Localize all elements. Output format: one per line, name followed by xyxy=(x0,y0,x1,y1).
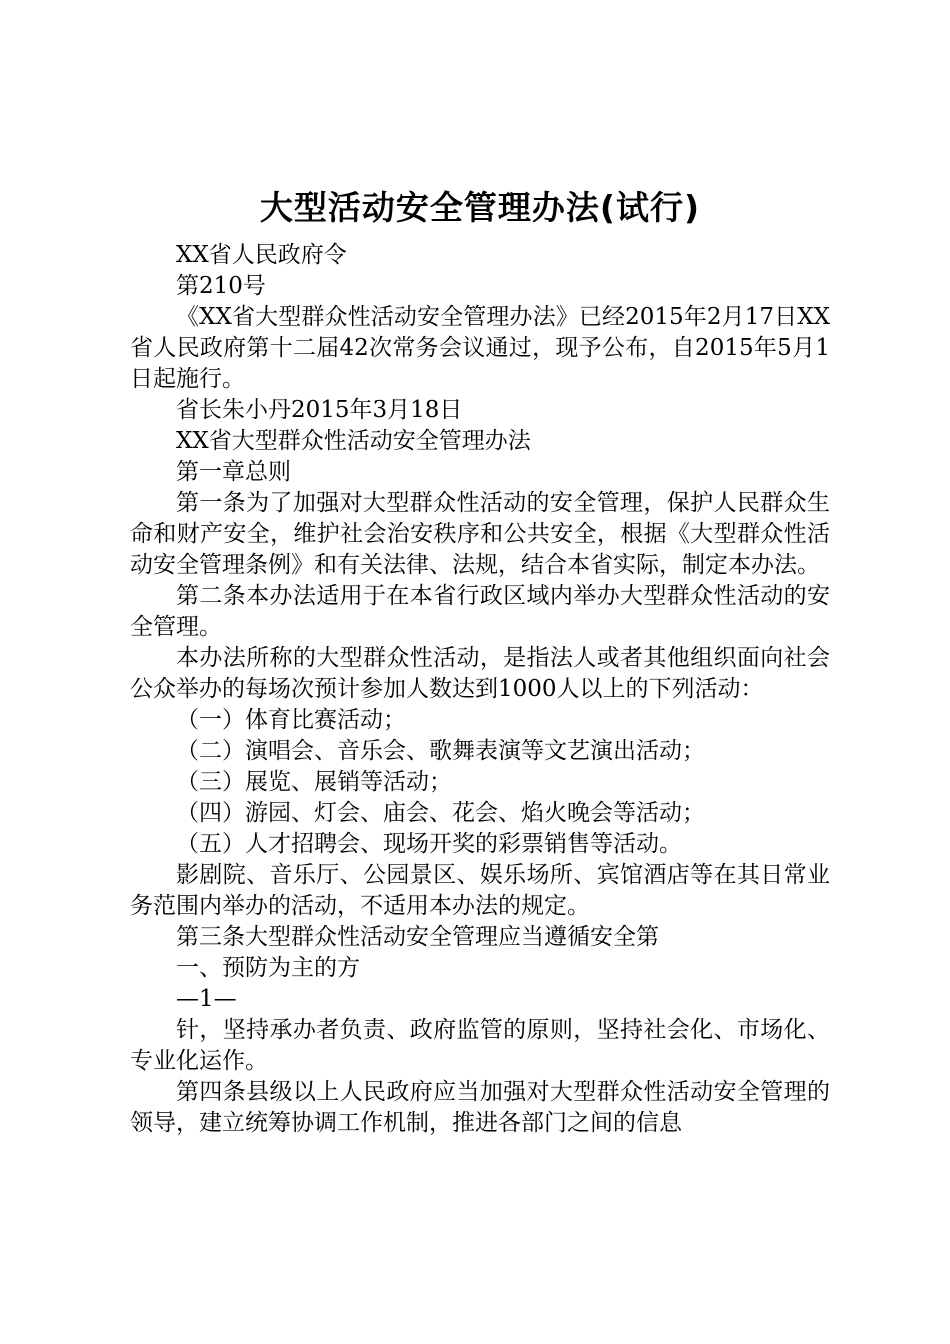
document-page xyxy=(130,180,830,1139)
list-item-1: （一）体育比赛活动； xyxy=(176,707,406,733)
paragraph-exclusion: 影剧院、音乐厅、公园景区、娱乐场所、宾馆酒店等在其日常业务范围内举办的活动，不适用本办法的规定。 xyxy=(130,862,830,919)
paragraph-article-4: 第四条县级以上人民政府应当加强对大型群众性活动安全管理的领导，建立统筹协调工作机制，推进各部门之间的信息 xyxy=(130,1079,830,1136)
document-title: 大型活动安全管理办法(试行) xyxy=(259,188,701,227)
paragraph-article-3-end: 针，坚持承办者负责、政府监管的原则，坚持社会化、市场化、专业化运作。 xyxy=(130,1017,830,1074)
paragraph-signature: 省长朱小丹2015年3月18日 xyxy=(176,397,463,423)
paragraph-promulgation: 《XX省大型群众性活动安全管理办法》已经2015年2月17日XX省人民政府第十二届42次常务会议通过，现予公布，自2015年5月1日起施行。 xyxy=(130,304,830,392)
paragraph-definition: 本办法所称的大型群众性活动，是指法人或者其他组织面向社会公众举办的每场次预计参加人数达到1000人以上的下列活动： xyxy=(130,645,830,702)
list-item-5: （五）人才招聘会、现场开奖的彩票销售等活动。 xyxy=(176,831,682,857)
paragraph-regulation-name: XX省大型群众性活动安全管理办法 xyxy=(176,428,531,454)
paragraph-article-1: 第一条为了加强对大型群众性活动的安全管理，保护人民群众生命和财产安全，维护社会治安秩序和公共安全，根据《大型群众性活动安全管理条例》和有关法律、法规，结合本省实际，制定本办法。 xyxy=(130,490,830,578)
paragraph-article-3: 第三条大型群众性活动安全管理应当遵循安全第 xyxy=(176,924,659,950)
paragraph-article-2: 第二条本办法适用于在本省行政区域内举办大型群众性活动的安全管理。 xyxy=(130,583,830,640)
list-item-4: （四）游园、灯会、庙会、花会、焰火晚会等活动； xyxy=(176,800,705,826)
paragraph-decree-number: 第210号 xyxy=(176,273,266,299)
paragraph-decree-issuer: XX省人民政府令 xyxy=(176,242,347,268)
paragraph-article-3-cont: 一、预防为主的方 xyxy=(176,955,360,981)
document-body xyxy=(130,240,830,1139)
paragraph-chapter-heading: 第一章总则 xyxy=(176,459,291,485)
list-item-3: （三）展览、展销等活动； xyxy=(176,769,452,795)
list-item-2: （二）演唱会、音乐会、歌舞表演等文艺演出活动； xyxy=(176,738,705,764)
page-number: —1— xyxy=(176,986,237,1012)
